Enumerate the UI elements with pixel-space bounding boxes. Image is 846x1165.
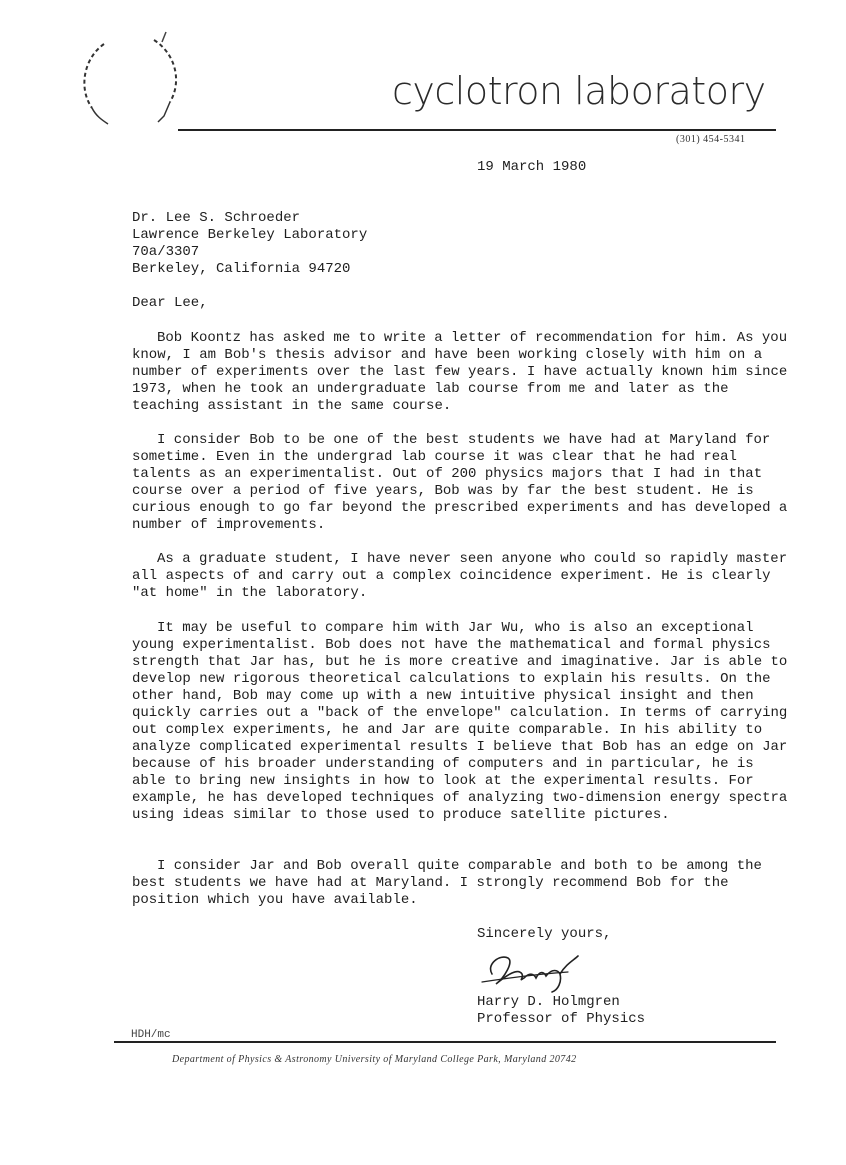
handwritten-signature [478, 944, 588, 994]
signer-name: Harry D. Holmgren [477, 994, 620, 1010]
lab-name: cyclotron laboratory [392, 69, 766, 113]
recipient-address [132, 210, 367, 278]
address-line: 70a/3307 [132, 244, 200, 260]
salutation: Dear Lee, [132, 295, 208, 311]
body-paragraph: As a graduate student, I have never seen anyone who could so rapidly master all aspects of and carry out a complex coincidence experiment. He is clearly "at home" in the laboratory. [132, 551, 788, 601]
letterhead-rule [178, 129, 776, 131]
cyclotron-logo-icon [78, 30, 188, 130]
reference-initials: HDH/mc [131, 1029, 171, 1041]
signer-block [477, 994, 645, 1028]
valediction: Sincerely yours, [477, 926, 612, 942]
footer-rule [114, 1041, 776, 1043]
address-line: Dr. Lee S. Schroeder [132, 210, 301, 226]
letter-date: 19 March 1980 [477, 159, 587, 175]
phone-number: (301) 454-5341 [676, 134, 746, 145]
body-paragraph: It may be useful to compare him with Jar Wu, who is also an exceptional young experimentalist. Bob does not have the mathematical and formal physics strength that Jar has, but he is more creative and imaginative. Jar is able to develop new rigorous theoretical calculations to explain his results. On the other hand, Bob may come up with a new intuitive physical insight and then quickly carries out a "back of the envelope" calculation. In terms of carrying out complex experiments, he and Jar are quite comparable. In his ability to analyze complicated experimental results I believe that Bob has an edge on Jar because of his broader understanding of computers and in particular, he is able to bring new insights in how to look at the experimental results. For example, he has developed techniques of analyzing two-dimension energy spectra using ideas similar to those used to produce satellite pictures. [132, 620, 788, 823]
body-paragraph: I consider Bob to be one of the best students we have had at Maryland for sometime. Even in the undergrad lab course it was clear that he had real talents as an experimentalist. Out of 200 physics majors that I had in that course over a period of five years, Bob was by far the best student. He is curious enough to go far beyond the prescribed experiments and has developed a number of improvements. [132, 432, 788, 533]
body-paragraph: Bob Koontz has asked me to write a letter of recommendation for him. As you know, I am Bob's thesis advisor and have been working closely with him on a number of experiments over the last few years. I have actually known him since 1973, when he took an undergraduate lab course from me and later as the teaching assistant in the same course. [132, 330, 788, 414]
body-paragraph: I consider Jar and Bob overall quite comparable and both to be among the best students we have had at Maryland. I strongly recommend Bob for the position which you have available. [132, 858, 762, 908]
footer-address: Department of Physics & Astronomy University of Maryland College Park, Maryland 20742 [172, 1054, 577, 1065]
address-line: Lawrence Berkeley Laboratory [132, 227, 368, 243]
signer-title: Professor of Physics [477, 1011, 646, 1027]
address-line: Berkeley, California 94720 [132, 261, 351, 277]
